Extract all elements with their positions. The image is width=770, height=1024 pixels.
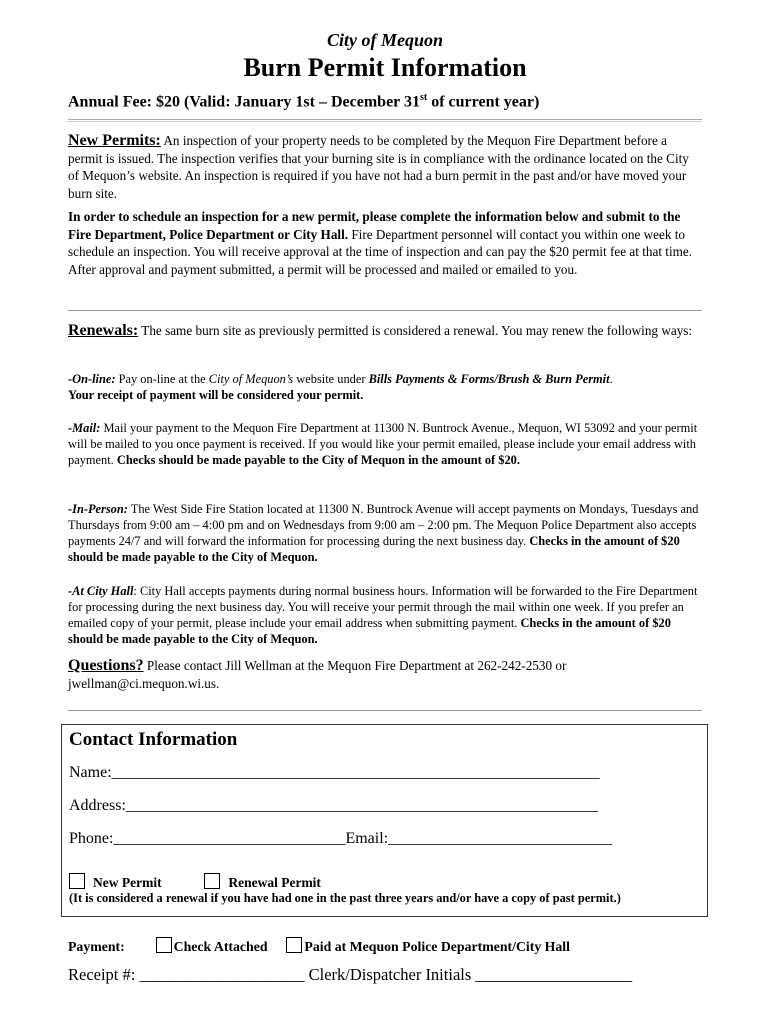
questions-section: [68, 657, 702, 692]
phone-email-field[interactable]: Phone:_____________________________Email:____________________________: [69, 830, 613, 847]
renewals-text: The same burn site as previously permitted is considered a renewal. You may renew the following ways:: [138, 323, 693, 338]
paid-at-label: Paid at Mequon Police Department/City Hall: [304, 939, 570, 954]
fee-suffix: of current year): [427, 93, 540, 111]
city-hall-text: : City Hall accepts payments during normal business hours. Information will be forwarded to the Fire Department for processing during the next business day. You will receive your permit through the mail within one week. If you prefer an emailed copy of your permit, please include your email address when submitting payment.: [68, 584, 698, 630]
check-attached-checkbox[interactable]: [156, 937, 172, 953]
mail-check-note: Checks should be made payable to the City of Mequon in the amount of $20.: [116, 453, 520, 467]
city-hall-check-note: Checks in the amount of $20 should be made payable to the City of Mequon.: [68, 616, 671, 646]
new-permits-instruction: In order to schedule an inspection for a new permit, please complete the information below and submit to the Fire Department, Police Department or City Hall.: [68, 209, 681, 242]
mail-label: -Mail:: [68, 421, 101, 435]
name-field[interactable]: Name:_____________________________________________________________: [69, 764, 600, 781]
city-name: City of Mequon: [326, 30, 443, 50]
divider: [68, 119, 702, 122]
online-city-website: City of Mequon’s: [208, 372, 294, 386]
check-attached-label: Check Attached: [173, 939, 268, 954]
renewal-city-hall: [68, 583, 702, 647]
online-receipt-note: Your receipt of payment will be considered your permit.: [68, 388, 364, 402]
renewal-permit-label: Renewal Permit: [228, 875, 321, 890]
city-hall-label: -At City Hall: [68, 584, 134, 598]
renewal-note: (It is considered a renewal if you have had one in the past three years and/or have a copy of past permit.): [69, 891, 621, 905]
payment-label: Payment:: [68, 939, 125, 954]
receipt-initials-field[interactable]: Receipt #: ____________________ Clerk/Dispatcher Initials ___________________: [68, 965, 633, 984]
new-permits-section: [68, 132, 702, 278]
permit-type-options: [69, 873, 321, 891]
renewal-online: [68, 371, 702, 403]
online-text: .: [609, 372, 613, 386]
fee-prefix: Annual Fee: $20 (Valid: January 1st – December 31: [68, 93, 420, 111]
online-label: -On-line:: [68, 372, 116, 386]
renewals-section: [68, 322, 702, 340]
divider: [68, 710, 702, 711]
in-person-text: The West Side Fire Station located at 11300 N. Buntrock Avenue will accept payments on Mondays, Tuesdays and Thursdays from 9:00 am – 4:00 pm and on Wednesdays from 9:00 am – 2:00 pm. The Mequon Police Department also accepts payments 24/7 and will forward the information for processing during the next business day.: [68, 502, 699, 548]
in-person-check-note: Checks in the amount of $20 should be made payable to the City of Mequon.: [68, 534, 680, 564]
address-field[interactable]: Address:___________________________________________________________: [69, 797, 598, 814]
new-permits-text: An inspection of your property needs to be completed by the Mequon Fire Department before a permit is issued. The inspection verifies that your burning site is in compliance with the ordinance located on the City of Mequon’s website. An inspection is required if you have not had a burn permit in the past and/or have moved your burn site.: [68, 133, 689, 201]
page-title: Burn Permit Information: [243, 53, 527, 82]
fee-sup: st: [419, 92, 428, 103]
annual-fee: [68, 92, 539, 111]
renewal-mail: [68, 420, 702, 468]
online-text: website under: [293, 372, 369, 386]
questions-heading: Questions?: [68, 657, 144, 674]
online-text: Pay on-line at the: [115, 372, 209, 386]
questions-text: Please contact Jill Wellman at the Mequon Fire Department at 262-242-2530 or jwellman@ci.mequon.wi.us.: [68, 658, 567, 691]
paid-at-checkbox[interactable]: [286, 937, 302, 953]
renewals-heading: Renewals:: [68, 322, 139, 339]
contact-information-form: [61, 724, 708, 917]
renewal-in-person: [68, 501, 702, 565]
new-permit-checkbox[interactable]: [69, 873, 85, 889]
payment-row: [68, 937, 570, 955]
new-permits-heading: New Permits:: [68, 132, 161, 149]
mail-text: Mail your payment to the Mequon Fire Department at 11300 N. Buntrock Avenue., Mequon, WI 53092 and your permit will be mailed to you once payment is received. If you would like your permit emailed, please include your email address with payment.: [68, 421, 698, 467]
online-page-link: Bills Payments & Forms/Brush & Burn Permit: [368, 372, 610, 386]
renewal-permit-checkbox[interactable]: [204, 873, 220, 889]
new-permit-label: New Permit: [93, 875, 162, 890]
divider: [68, 310, 702, 311]
in-person-label: -In-Person:: [68, 502, 128, 516]
contact-title: Contact Information: [69, 729, 238, 750]
new-permits-process: Fire Department personnel will contact you within one week to schedule an inspection. You will receive approval at the time of inspection and can pay the $20 permit fee at that time. After approval and payment submitted, a permit will be processed and mailed or emailed to you.: [68, 226, 693, 277]
